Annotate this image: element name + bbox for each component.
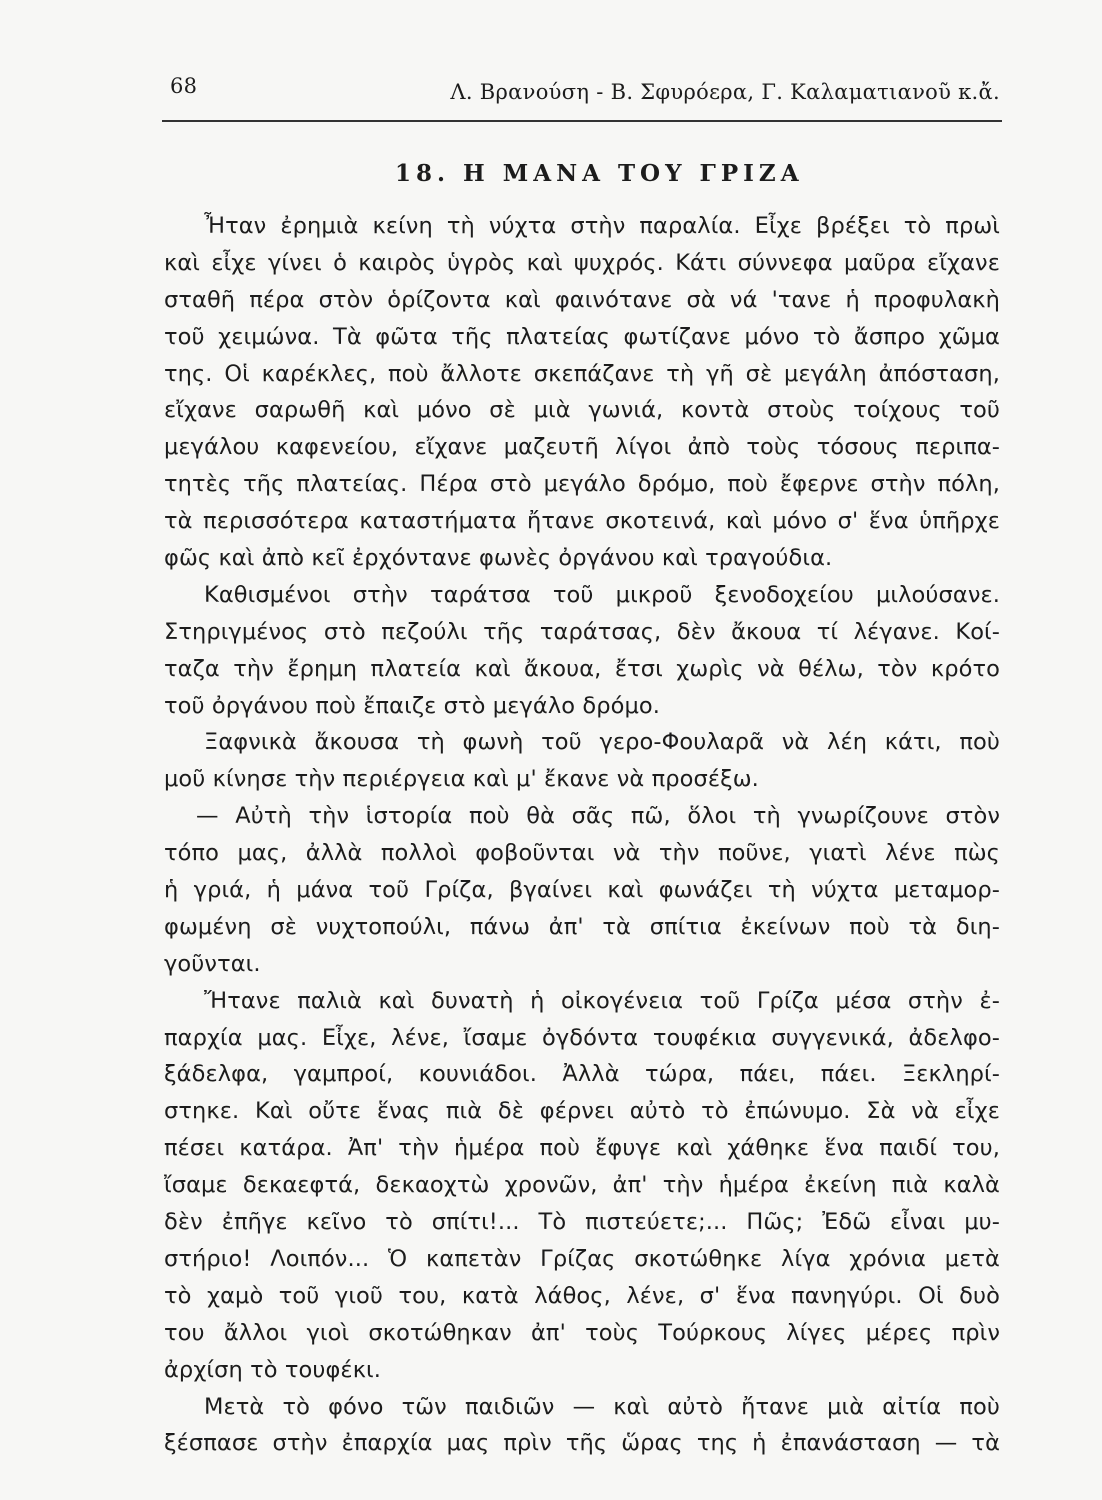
text-line: στήριο! Λοιπόν... Ὁ καπετὰν Γρίζας σκοτώθηκε λίγα χρόνια μετὰ [164,1245,1000,1272]
text-line: ἴσαμε δεκαεφτά, δεκαοχτὼ χρονῶν, ἀπ' τὴν ἡμέρα ἐκείνη πιὰ καλὰ [164,1172,1000,1199]
text-line: του ἄλλοι γιοὶ σκοτώθηκαν ἀπ' τοὺς Τούρκους λίγες μέρες πρὶν [164,1319,1000,1346]
text-line: Ἦταν ἐρημιὰ κείνη τὴ νύχτα στὴν παραλία. Εἶχε βρέξει τὸ πρωὶ [204,213,1000,239]
text-line: Ξαφνικὰ ἄκουσα τὴ φωνὴ τοῦ γερο-Φουλαρᾶ νὰ λέη κάτι, ποὺ [204,729,1000,756]
text-line: τητὲς τῆς πλατείας. Πέρα στὸ μεγάλο δρόμο, ποὺ ἔφερνε στὴν πόλη, [164,471,1000,498]
text-line: ξάδελφα, γαμπροί, κουνιάδοι. Ἀλλὰ τώρα, πάει, πάει. Ξεκληρί- [164,1061,1000,1088]
body-text [164,208,1000,1462]
text-line: παρχία μας. Εἶχε, λένε, ἴσαμε ὀγδόντα τουφέκια συγγενικά, ἀδελφο- [164,1024,1000,1051]
text-line: Στηριγμένος στὸ πεζούλι τῆς ταράτσας, δὲν ἄκουα τί λέγανε. Κοί- [164,618,1000,645]
running-head-authors: Λ. Βρανούση - Β. Σφυρόερα, Γ. Καλαματιανοῦ κ.ἄ. [450,80,1000,104]
text-line: φωμένη σὲ νυχτοπούλι, πάνω ἀπ' τὰ σπίτια ἐκείνων ποὺ τὰ διη- [164,913,1000,940]
text-line: πέσει κατάρα. Ἀπ' τὴν ἡμέρα ποὺ ἔφυγε καὶ χάθηκε ἕνα παιδί του, [164,1135,1000,1162]
text-line: σταθῆ πέρα στὸν ὁρίζοντα καὶ φαινότανε σὰ νά 'τανε ἡ προφυλακὴ [164,286,1000,313]
text-line: Καθισμένοι στὴν ταράτσα τοῦ μικροῦ ξενοδοχείου μιλούσανε. [204,581,1000,608]
text-line: δὲν ἐπῆγε κεῖνο τὸ σπίτι!... Τὸ πιστεύετε;... Πῶς; Ἐδῶ εἶναι μυ- [164,1209,1000,1236]
running-head [170,74,1000,104]
text-line: — Αὐτὴ τὴν ἱστορία ποὺ θὰ σᾶς πῶ, ὅλοι τὴ γνωρίζουνε στὸν [196,803,1000,830]
text-line: Ἤτανε παλιὰ καὶ δυνατὴ ἡ οἰκογένεια τοῦ Γρίζα μέσα στὴν ἐ- [204,987,1000,1014]
text-line: της. Οἱ καρέκλες, ποὺ ἄλλοτε σκεπάζανε τὴ γῆ σὲ μεγάλη ἀπόσταση, [164,360,1000,387]
text-line: καὶ εἶχε γίνει ὁ καιρὸς ὑγρὸς καὶ ψυχρός. Κάτι σύννεφα μαῦρα εἴχανε [164,249,1000,276]
text-line: τὸ χαμὸ τοῦ γιοῦ του, κατὰ λάθος, λένε, σ' ἕνα πανηγύρι. Οἱ δυὸ [164,1282,1000,1309]
text-line: τοῦ ὀργάνου ποὺ ἔπαιζε στὸ μεγάλο δρόμο. [164,692,661,719]
text-line: γοῦνται. [164,950,261,977]
text-line: μοῦ κίνησε τὴν περιέργεια καὶ μ' ἔκανε νὰ προσέξω. [164,766,759,793]
header-rule [162,120,1002,122]
text-line: μεγάλου καφενείου, εἴχανε μαζευτῆ λίγοι ἀπὸ τοὺς τόσους περιπα- [164,434,1000,461]
text-line: τοῦ χειμώνα. Τὰ φῶτα τῆς πλατείας φωτίζανε μόνο τὸ ἄσπρο χῶμα [164,323,1000,350]
text-line: φῶς καὶ ἀπὸ κεῖ ἐρχόντανε φωνὲς ὀργάνου καὶ τραγούδια. [164,545,833,572]
text-line: Μετὰ τὸ φόνο τῶν παιδιῶν — καὶ αὐτὸ ἤτανε μιὰ αἰτία ποὺ [204,1393,1000,1420]
text-line: τὰ περισσότερα καταστήματα ἤτανε σκοτεινά, καὶ μόνο σ' ἕνα ὑπῆρχε [164,508,1000,535]
text-line: ξέσπασε στὴν ἐπαρχία μας πρὶν τῆς ὥρας της ἡ ἐπανάσταση — τὰ [164,1430,1000,1457]
chapter-title: 18. Η ΜΑΝΑ ΤΟΥ ΓΡΙΖΑ [395,160,804,187]
page-number: 68 [170,74,198,98]
text-line: στηκε. Καὶ οὔτε ἕνας πιὰ δὲ φέρνει αὐτὸ τὸ ἐπώνυμο. Σὰ νὰ εἶχε [164,1098,1000,1125]
text-line: εἴχανε σαρωθῆ καὶ μόνο σὲ μιὰ γωνιά, κοντὰ στοὺς τοίχους τοῦ [164,397,1000,424]
text-line: ταζα τὴν ἔρημη πλατεία καὶ ἄκουα, ἔτσι χωρὶς νὰ θέλω, τὸν κρότο [164,655,1000,682]
text-line: τόπο μας, ἀλλὰ πολλοὶ φοβοῦνται νὰ τὴν ποῦνε, γιατὶ λένε πὼς [164,840,1000,867]
text-line: ἀρχίση τὸ τουφέκι. [164,1356,382,1383]
text-line: ἡ γριά, ἡ μάνα τοῦ Γρίζα, βγαίνει καὶ φωνάζει τὴ νύχτα μεταμορ- [164,877,1000,904]
